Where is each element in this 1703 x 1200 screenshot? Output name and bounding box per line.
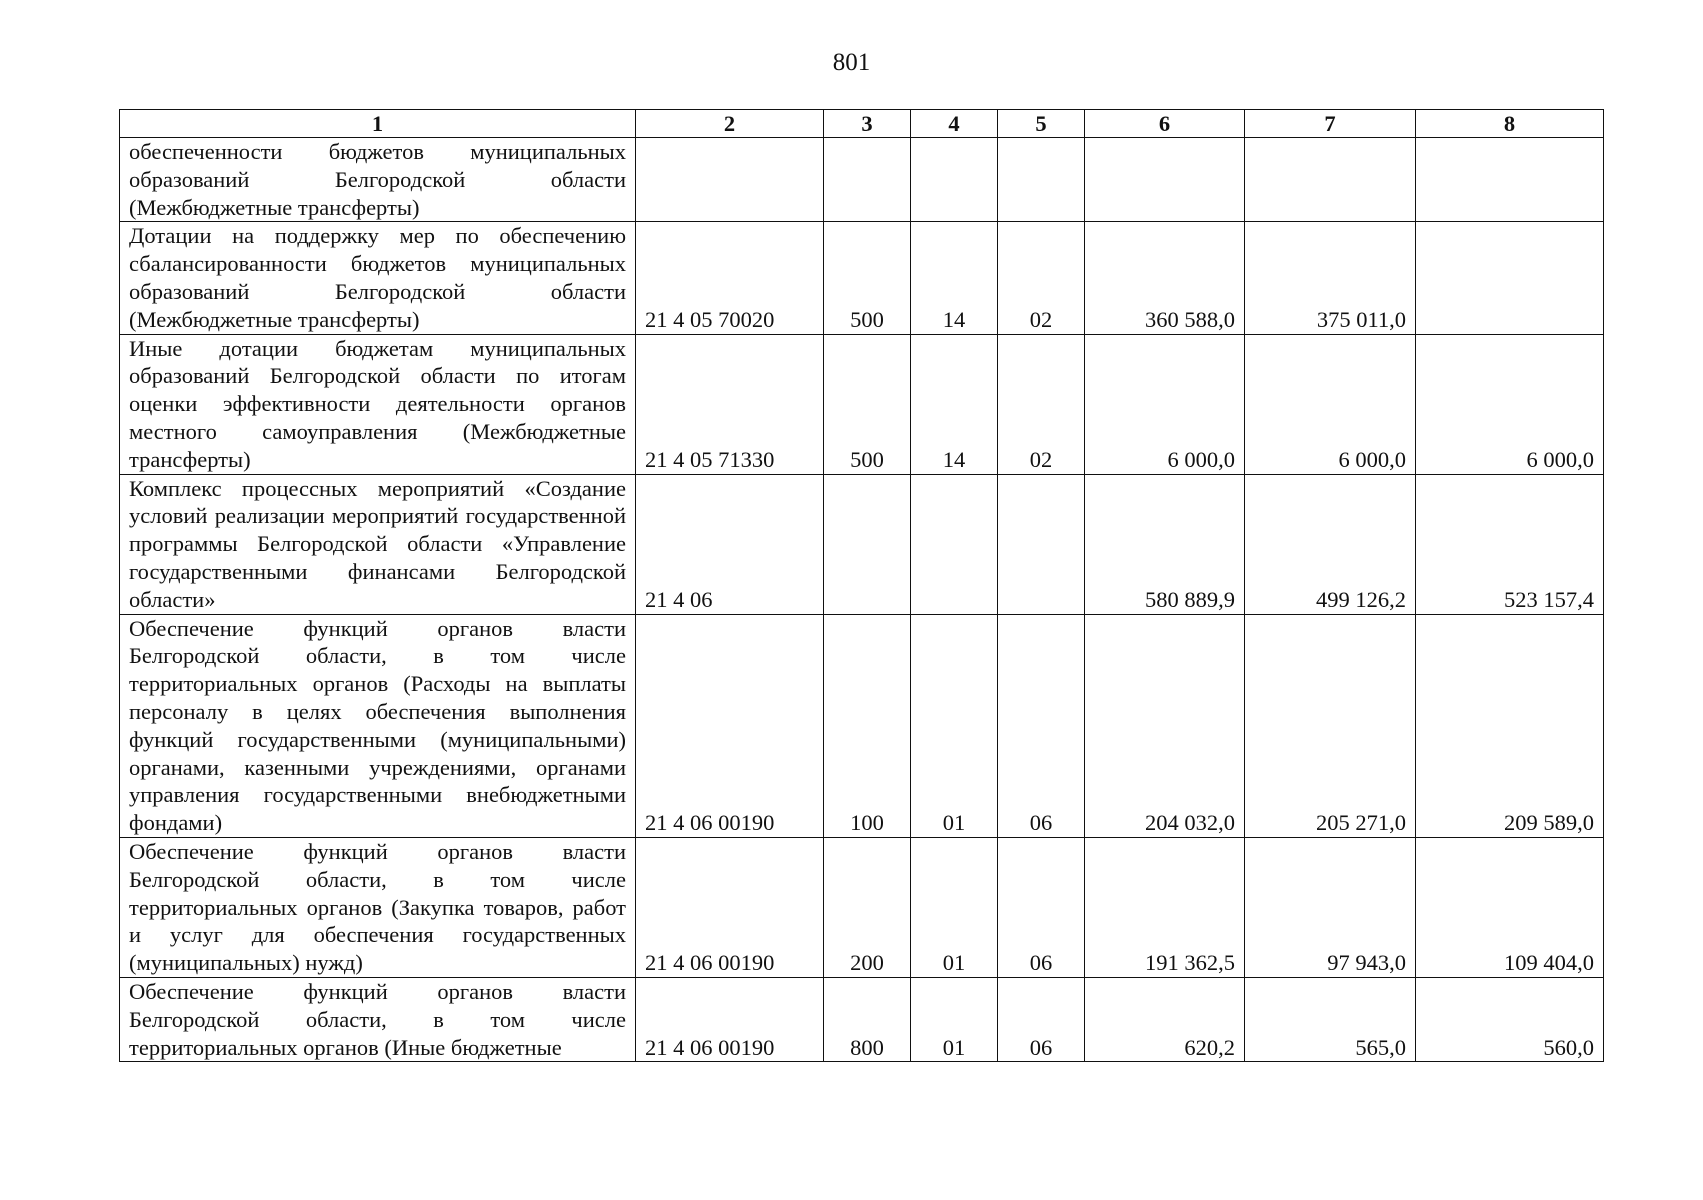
budget-table <box>119 109 1604 1062</box>
row-col-6 <box>1085 138 1245 222</box>
row-col-4: 01 <box>911 837 998 977</box>
table-row <box>120 334 1604 474</box>
row-col-6: 204 032,0 <box>1085 614 1245 837</box>
row-description: обеспеченности бюджетов муниципальных образований Белгородской области (Межбюджетные трансферты) <box>120 138 636 222</box>
column-header-3: 3 <box>824 110 911 138</box>
row-col-6: 580 889,9 <box>1085 474 1245 614</box>
table-row <box>120 977 1604 1061</box>
row-col-7: 499 126,2 <box>1245 474 1416 614</box>
table-row <box>120 138 1604 222</box>
row-col-4: 14 <box>911 222 998 334</box>
row-col-4: 14 <box>911 334 998 474</box>
row-col-4 <box>911 138 998 222</box>
row-col-3: 100 <box>824 614 911 837</box>
row-col-6: 6 000,0 <box>1085 334 1245 474</box>
row-col-4 <box>911 474 998 614</box>
column-header-8: 8 <box>1416 110 1604 138</box>
row-code: 21 4 06 <box>636 474 824 614</box>
table-row <box>120 614 1604 837</box>
column-header-5: 5 <box>998 110 1085 138</box>
row-col-7: 565,0 <box>1245 977 1416 1061</box>
row-col-7 <box>1245 138 1416 222</box>
row-code: 21 4 06 00190 <box>636 614 824 837</box>
row-col-8 <box>1416 138 1604 222</box>
column-header-4: 4 <box>911 110 998 138</box>
row-description: Обеспечение функций органов власти Белгородской области, в том числе территориальных органов (Закупка товаров, работ и услуг для обеспечения государственных (муниципальных) нужд) <box>120 837 636 977</box>
row-col-3: 500 <box>824 222 911 334</box>
row-code: 21 4 05 70020 <box>636 222 824 334</box>
row-col-7: 375 011,0 <box>1245 222 1416 334</box>
page-number: 801 <box>832 49 871 76</box>
table-row <box>120 837 1604 977</box>
row-col-5: 06 <box>998 614 1085 837</box>
row-col-6: 360 588,0 <box>1085 222 1245 334</box>
row-col-5 <box>998 474 1085 614</box>
row-col-6: 620,2 <box>1085 977 1245 1061</box>
row-col-7: 97 943,0 <box>1245 837 1416 977</box>
table-row <box>120 474 1604 614</box>
row-col-5: 02 <box>998 334 1085 474</box>
row-description: Иные дотации бюджетам муниципальных образований Белгородской области по итогам оценки эффективности деятельности органов местного самоуправления (Межбюджетные трансферты) <box>120 334 636 474</box>
row-description: Обеспечение функций органов власти Белгородской области, в том числе территориальных органов (Расходы на выплаты персоналу в целях обеспечения выполнения функций государственными (муниципальными) органами, казенными учреждениями, органами управления государственными внебюджетными фондами) <box>120 614 636 837</box>
row-col-8: 6 000,0 <box>1416 334 1604 474</box>
row-code: 21 4 05 71330 <box>636 334 824 474</box>
row-col-5 <box>998 138 1085 222</box>
row-col-3: 800 <box>824 977 911 1061</box>
column-header-6: 6 <box>1085 110 1245 138</box>
row-col-5: 06 <box>998 977 1085 1061</box>
table-row <box>120 222 1604 334</box>
row-col-8 <box>1416 222 1604 334</box>
column-header-1: 1 <box>120 110 636 138</box>
row-col-3: 200 <box>824 837 911 977</box>
row-description: Комплекс процессных мероприятий «Создание условий реализации мероприятий государственной программы Белгородской области «Управление государственными финансами Белгородской области» <box>120 474 636 614</box>
row-col-3 <box>824 474 911 614</box>
row-col-8: 209 589,0 <box>1416 614 1604 837</box>
row-code: 21 4 06 00190 <box>636 837 824 977</box>
row-code <box>636 138 824 222</box>
row-col-4: 01 <box>911 614 998 837</box>
row-col-7: 205 271,0 <box>1245 614 1416 837</box>
column-header-7: 7 <box>1245 110 1416 138</box>
row-col-8: 109 404,0 <box>1416 837 1604 977</box>
table-header-row <box>120 110 1604 138</box>
row-description: Дотации на поддержку мер по обеспечению сбалансированности бюджетов муниципальных образований Белгородской области (Межбюджетные трансферты) <box>120 222 636 334</box>
row-col-7: 6 000,0 <box>1245 334 1416 474</box>
row-code: 21 4 06 00190 <box>636 977 824 1061</box>
column-header-2: 2 <box>636 110 824 138</box>
row-col-5: 06 <box>998 837 1085 977</box>
row-col-3 <box>824 138 911 222</box>
row-col-5: 02 <box>998 222 1085 334</box>
row-col-3: 500 <box>824 334 911 474</box>
row-col-8: 560,0 <box>1416 977 1604 1061</box>
row-description: Обеспечение функций органов власти Белгородской области, в том числе территориальных органов (Иные бюджетные <box>120 977 636 1061</box>
row-col-8: 523 157,4 <box>1416 474 1604 614</box>
row-col-4: 01 <box>911 977 998 1061</box>
row-col-6: 191 362,5 <box>1085 837 1245 977</box>
